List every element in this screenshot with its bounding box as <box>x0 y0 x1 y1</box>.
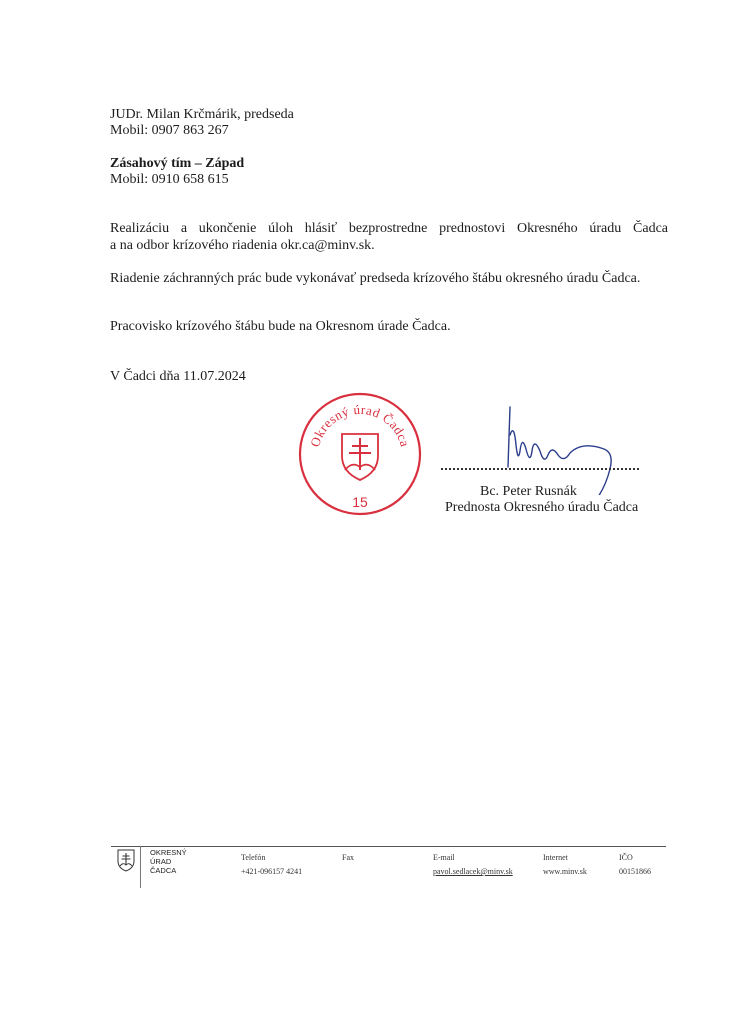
footer-org-line-2: ÚRAD <box>150 857 172 866</box>
footer-ico-value: 00151866 <box>619 867 651 876</box>
contact-1-name: JUDr. Milan Krčmárik, predseda <box>110 107 294 122</box>
report-line-2: a na odbor krízového riadenia okr.ca@minv.sk. <box>110 238 375 253</box>
footer-internet <box>543 851 587 879</box>
footer-internet-label: Internet <box>543 853 568 862</box>
command-paragraph: Riadenie záchranných prác bude vykonávať predseda krízového štábu okresného úradu Čadca. <box>110 271 641 286</box>
footer-ico-label: IČO <box>619 853 633 862</box>
footer-phone-label: Telefón <box>241 853 266 862</box>
handwritten-signature <box>488 405 628 495</box>
stamp-number: 15 <box>352 494 368 510</box>
report-paragraph <box>110 220 668 254</box>
workplace-paragraph: Pracovisko krízového štábu bude na Okresnom úrade Čadca. <box>110 319 451 334</box>
footer-org-name <box>150 848 187 875</box>
official-stamp <box>298 390 422 518</box>
footer-internet-link[interactable]: www.minv.sk <box>543 867 587 876</box>
footer-email <box>433 851 513 879</box>
footer-org-line-3: ČADCA <box>150 866 177 875</box>
date-line: V Čadci dňa 11.07.2024 <box>110 369 246 384</box>
stamp-text: Okresný úrad Čadca <box>307 401 413 449</box>
contact-2-name: Zásahový tím – Západ <box>110 156 245 171</box>
coat-of-arms-icon <box>116 848 136 872</box>
footer-email-label: E-mail <box>433 853 455 862</box>
footer-phone-value: +421-096157 4241 <box>241 867 303 876</box>
footer-vertical-divider <box>140 846 141 888</box>
footer-email-link[interactable]: pavol.sedlacek@minv.sk <box>433 867 513 876</box>
contact-2-phone: Mobil: 0910 658 615 <box>110 172 229 187</box>
report-line-1: Realizáciu a ukončenie úloh hlásiť bezprostredne prednostovi Okresného úradu Čadca <box>110 221 668 236</box>
footer-divider <box>111 846 666 847</box>
signature-line <box>441 468 639 470</box>
footer-phone <box>241 851 302 879</box>
signer-name: Bc. Peter Rusnák <box>480 484 577 499</box>
footer-fax-label: Fax <box>342 853 354 862</box>
footer-fax <box>342 851 354 865</box>
contact-1-phone: Mobil: 0907 863 267 <box>110 123 229 138</box>
footer-ico <box>619 851 651 879</box>
signer-title: Prednosta Okresného úradu Čadca <box>445 500 639 515</box>
footer-org-line-1: OKRESNÝ <box>150 848 187 857</box>
